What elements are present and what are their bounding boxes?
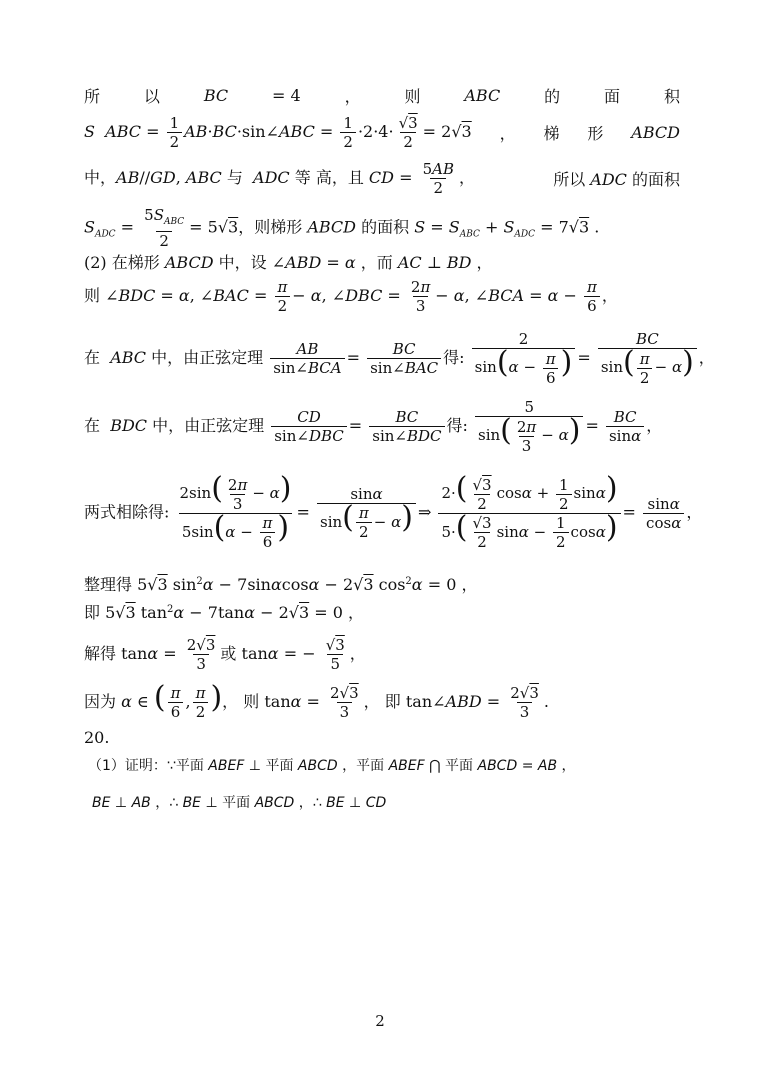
page-number: 2 bbox=[375, 1012, 385, 1030]
line-8: 在 BDC 中，由正弦定理 $\frac{CD}{\text{sin∠DBC}}$ = $\frac{BC}{\text{sin∠BDC}}$ 得: 5 sin( $\frac{2\pi}{3}$ − α) = $\frac{BC}{\sin\alpha}$ ， bbox=[84, 398, 663, 455]
line-11: 即 5√3 $\tan^2\alpha - 7\tan\alpha - 2√3 = 0$ ， bbox=[84, 603, 365, 622]
problem-number: 20. bbox=[84, 728, 110, 747]
line-15: （1）证明：∵平面 ABEF ⊥ 平面 ABCD ，平面 ABEF ⋂ 平面 ABCD = AB ， bbox=[88, 758, 576, 774]
line-12: 解得 tanα = $\frac{2√3}{3}$ 或 tanα = − $\frac{√3}{5}$ ， bbox=[84, 636, 366, 673]
line-4: $S_{ADC}$ = $\frac{5S_{ABC}}{2}$ = 5√3，则梯形 ABCD 的面积 $S = S_{ABC} + S_{ADC} = 7√3$ . bbox=[84, 206, 600, 250]
line-13: 因为 α ∈ ( $\frac{\pi}{6}$ , $\frac{\pi}{2}$ )， 则 tanα = $\frac{2√3}{3}$ ， 即 tan∠ABD = $\frac{2√3}{3}$ . bbox=[84, 680, 549, 721]
line-7: 在 ABC 中，由正弦定理 $\frac{AB}{\text{sin∠BCA}}$ = $\frac{BC}{\text{sin∠BAC}}$ 得: 2 sin(α − $\frac{\pi}{6}$ ) = BC sin( $\frac{\pi}{2}$ − α) ， bbox=[84, 330, 715, 387]
line-1: 所 以 BC = 4 ， 则 ABC 的 面 积 bbox=[84, 86, 680, 106]
line-10: 整理得 5√3 $\sin^2\alpha - 7\sin\alpha\cos\alpha - 2√3$ $\cos^2\alpha = 0$ ， bbox=[84, 575, 478, 594]
line-3: 中，AB//GD, ABC 与 ADC 等 高，且 CD = $\frac{5AB}{2}$ ， 所以 ADC 的面积 bbox=[84, 160, 680, 197]
line-2: S ABC = $\frac{1}{2}$ AB·BC·sin∠ABC = $\frac{1}{2}$ ·2·4· $\frac{√3}{2}$ = 2√3 ， 梯 形 ABCD bbox=[84, 114, 680, 151]
line-6: 则 ∠BDC = α, ∠BAC = $\frac{\pi}{2}$ − α, ∠DBC = $\frac{2\pi}{3}$ − α, ∠BCA = α − $\frac{\pi}{6}$ ， bbox=[84, 278, 618, 315]
line-5: (2) 在梯形 ABCD 中，设 ∠ABD = α ，而 AC ⊥ BD ， bbox=[84, 253, 493, 272]
line-16: BE ⊥ AB ，∴ BE ⊥ 平面 ABCD ，∴ BE ⊥ CD bbox=[92, 795, 387, 811]
line-9: 两式相除得: 2sin( $\frac{2\pi}{3}$ − α) 5sin(α − $\frac{\pi}{6}$ ) = sinα sin( $\frac{\pi}{2}$ − α) ⇒ 2·( $\frac{√3}{2}$ cosα + $\frac{1}{2}$ sinα) 5·( $\frac{√3}{2}$ sinα − $\frac{1}{2}$ cosα) = $\frac{\sin\alpha}{\cos\alpha}$ ， bbox=[84, 471, 703, 551]
